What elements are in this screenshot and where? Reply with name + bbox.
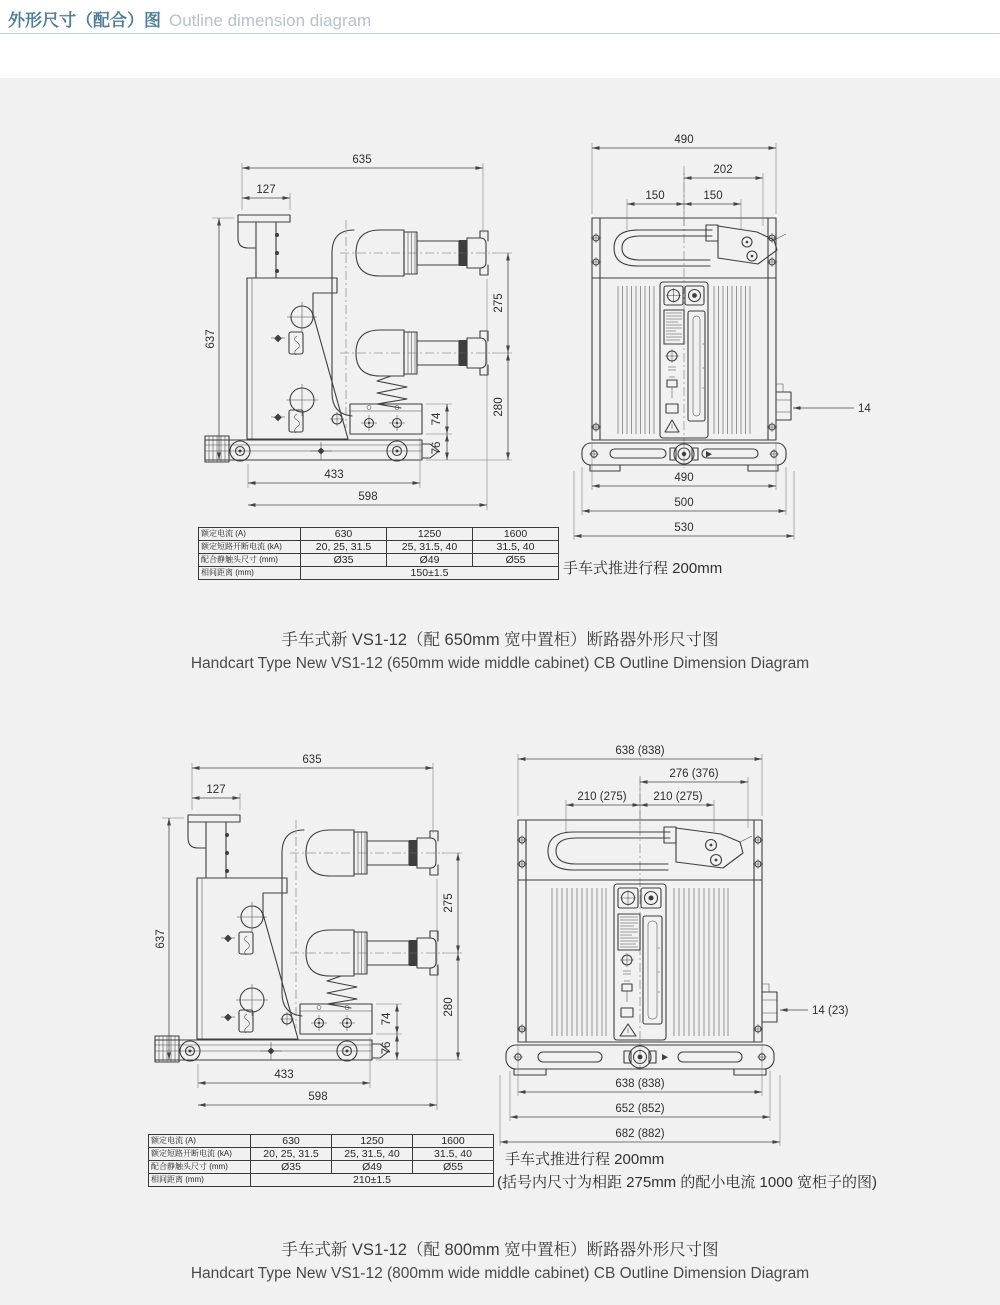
dim-tab: 14 (23)	[812, 1005, 849, 1017]
dim-base-height: 76	[431, 441, 443, 455]
dim-upper-right: 276 (376)	[669, 768, 719, 780]
dim-tab: 14	[858, 403, 871, 415]
spec-table-800	[148, 1134, 494, 1187]
caption-650-cn: 手车式新 VS1-12（配 650mm 宽中置柜）断路器外形尺寸图	[281, 631, 719, 649]
cell: 25, 31.5, 40	[332, 1148, 413, 1161]
cell: 1600	[473, 528, 559, 541]
cell: 630	[301, 528, 387, 541]
caption-800-en: Handcart Type New VS1-12 (800mm wide middle cabinet) CB Outline Dimension Diagram	[190, 1265, 810, 1282]
breaker-front-outline	[506, 776, 777, 1075]
vent-slots-right	[674, 888, 728, 1036]
front-view-drawing-800	[490, 732, 900, 1212]
table-row	[199, 528, 559, 541]
cell: 150±1.5	[301, 567, 559, 580]
contact-spring	[327, 976, 357, 1008]
dim-upper-right: 202	[713, 164, 733, 176]
cell: 25, 31.5, 40	[387, 541, 473, 554]
side-dimensions	[205, 154, 512, 510]
row-label: 额定短路开断电流 (kA)	[199, 541, 301, 554]
side-view-drawing-800	[140, 738, 480, 1118]
table-row	[199, 554, 559, 567]
dim-box-height: 74	[431, 412, 443, 426]
cell: 630	[251, 1135, 332, 1148]
spec-table-650	[198, 527, 559, 580]
row-label: 配合静触头尺寸 (mm)	[149, 1161, 251, 1174]
table-row	[149, 1174, 494, 1187]
dim-bottom2: 652 (852)	[615, 1103, 665, 1115]
side-dimensions	[155, 754, 462, 1110]
contact-spring	[377, 376, 407, 408]
vent-slots-left	[618, 286, 654, 434]
dim-bottom3: 530	[674, 522, 694, 534]
dim-total-width: 635	[352, 154, 372, 166]
cell: 210±1.5	[251, 1174, 494, 1187]
nameplate	[664, 310, 684, 344]
dim-bottom3: 682 (882)	[615, 1128, 665, 1140]
travel-note-800: 手车式推进行程 200mm	[505, 1151, 665, 1168]
page-title-en: Outline dimension diagram	[169, 11, 372, 30]
dim-total-width: 635	[302, 754, 322, 766]
dim-top-width: 490	[674, 134, 694, 146]
vent-slots-left	[552, 888, 606, 1036]
dim-bottom1: 638 (838)	[615, 1078, 665, 1090]
breaker-side-outline	[205, 215, 494, 462]
dim-right-span: 150	[703, 190, 723, 202]
vent-slots-right	[714, 286, 750, 434]
dim-total-height: 637	[155, 929, 167, 949]
dim-overall-width: 598	[358, 491, 378, 503]
row-label: 相间距离 (mm)	[149, 1174, 251, 1187]
table-row	[199, 541, 559, 554]
table-row	[149, 1161, 494, 1174]
row-label: 配合静触头尺寸 (mm)	[199, 554, 301, 567]
travel-note-650: 手车式推进行程 200mm	[563, 560, 723, 577]
row-label: 额定电流 (A)	[149, 1135, 251, 1148]
dim-flange-width: 127	[206, 784, 226, 796]
dim-left-span: 210 (275)	[577, 791, 627, 803]
dim-lower-height: 280	[443, 997, 455, 1017]
row-label: 额定电流 (A)	[199, 528, 301, 541]
dim-pole-pitch: 275	[443, 893, 455, 913]
caption-650	[0, 626, 1000, 673]
energy-slot	[688, 311, 705, 421]
cell: 31.5, 40	[473, 541, 559, 554]
dim-left-span: 150	[645, 190, 665, 202]
cell: 31.5, 40	[413, 1148, 494, 1161]
dim-base-width: 433	[324, 469, 344, 481]
interlock-tab	[762, 984, 777, 1022]
front-view-drawing-650	[560, 130, 910, 560]
table-row	[149, 1135, 494, 1148]
row-label: 额定短路开断电流 (kA)	[149, 1148, 251, 1161]
dim-base-width: 433	[274, 1069, 294, 1081]
cell: Ø35	[301, 554, 387, 567]
dim-overall-width: 598	[308, 1091, 328, 1103]
page-title	[8, 6, 371, 31]
caption-650-en: Handcart Type New VS1-12 (650mm wide middle cabinet) CB Outline Dimension Diagram	[190, 655, 810, 672]
latch-lever	[676, 828, 752, 868]
interlock-tab	[776, 384, 791, 420]
dim-top-width: 638 (838)	[615, 745, 665, 757]
header-divider	[0, 33, 1000, 34]
cell: 20, 25, 31.5	[251, 1148, 332, 1161]
cell: Ø35	[251, 1161, 332, 1174]
breaker-side-outline	[155, 815, 444, 1062]
front-dimensions	[500, 745, 849, 1146]
dim-right-span: 210 (275)	[653, 791, 703, 803]
cell: 1250	[332, 1135, 413, 1148]
caption-800-cn: 手车式新 VS1-12（配 800mm 宽中置柜）断路器外形尺寸图	[281, 1241, 719, 1259]
table-row	[149, 1148, 494, 1161]
row-label: 相间距离 (mm)	[199, 567, 301, 580]
cell: 1250	[387, 528, 473, 541]
table-row	[199, 567, 559, 580]
dim-base-height: 76	[381, 1041, 393, 1055]
cell: 1600	[413, 1135, 494, 1148]
cell: Ø55	[413, 1161, 494, 1174]
cell: Ø49	[387, 554, 473, 567]
side-view-drawing-650	[190, 138, 530, 518]
dim-flange-width: 127	[256, 184, 276, 196]
cell: Ø49	[332, 1161, 413, 1174]
dim-box-height: 74	[381, 1012, 393, 1026]
dim-pole-pitch: 275	[493, 293, 505, 313]
dim-bottom1: 490	[674, 472, 694, 484]
cell: 20, 25, 31.5	[301, 541, 387, 554]
dim-bottom2: 500	[674, 497, 694, 509]
breaker-front-outline	[582, 166, 791, 471]
dim-total-height: 637	[205, 329, 217, 349]
racking-handle	[614, 225, 718, 266]
page-title-cn: 外形尺寸（配合）图	[8, 11, 161, 30]
dim-lower-height: 280	[493, 397, 505, 417]
caption-800	[0, 1236, 1000, 1283]
front-dimensions	[574, 134, 871, 540]
racking-handle	[548, 827, 676, 870]
energy-slot	[643, 916, 662, 1024]
bracket-note-800: (括号内尺寸为相距 275mm 的配小电流 1000 宽柜子的图)	[497, 1174, 878, 1191]
cell: Ø55	[473, 554, 559, 567]
